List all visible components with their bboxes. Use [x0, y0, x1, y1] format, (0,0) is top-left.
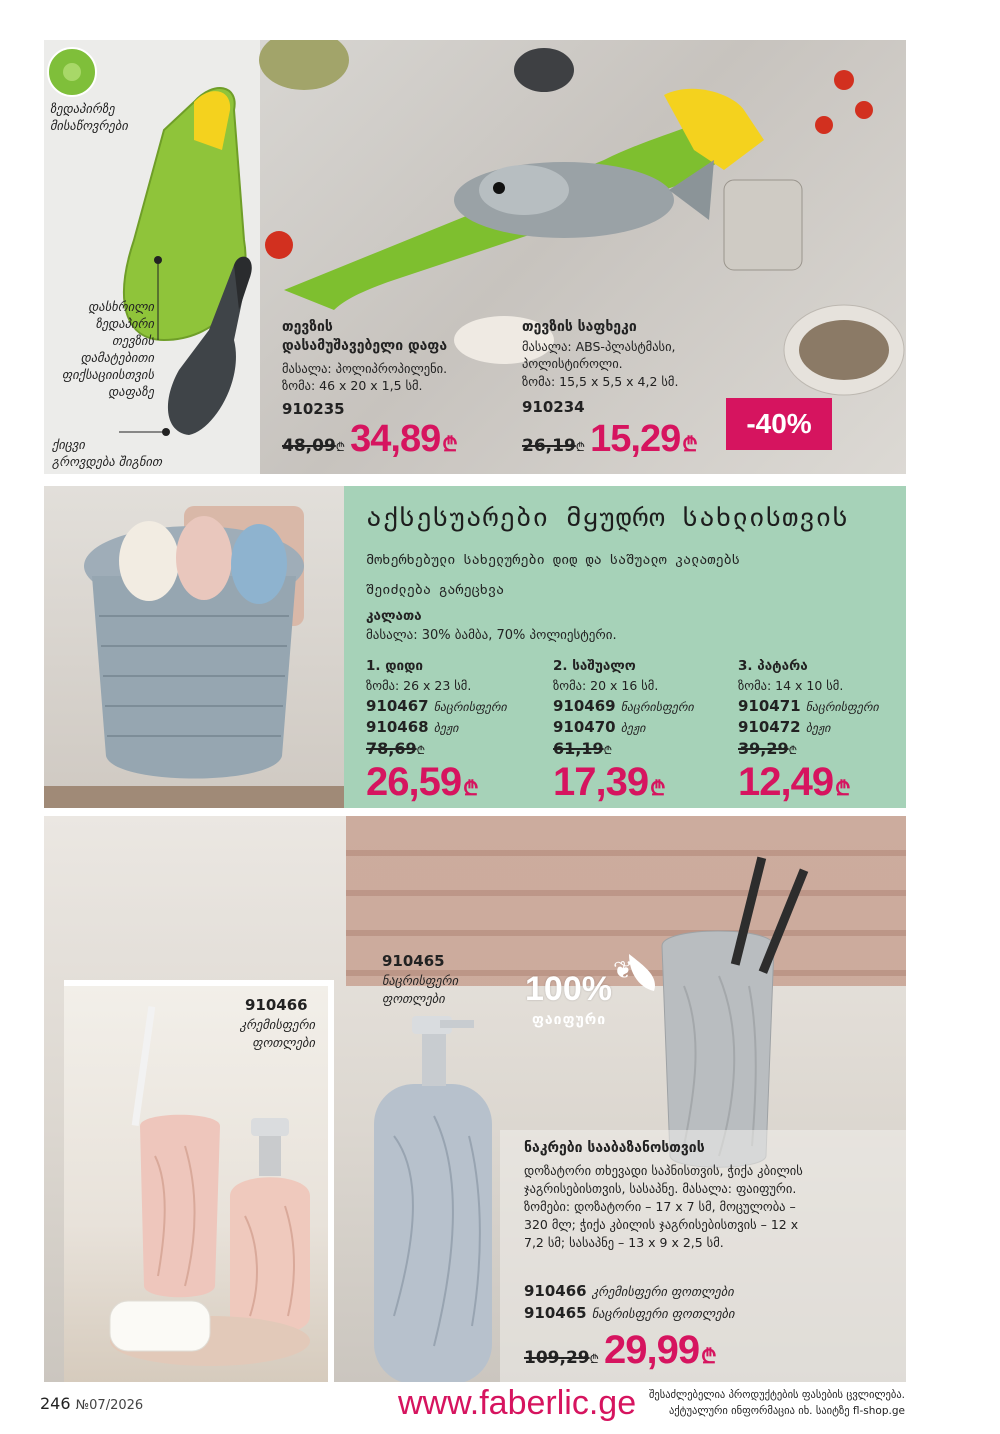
board-new-currency: ₾ [442, 434, 457, 456]
issue-number: №07/2026 [75, 1398, 144, 1413]
bath-set-variant-2 [524, 1302, 735, 1325]
basket-medium-old-currency: ₾ [603, 744, 613, 757]
bath-set-color2: ნაცრისფერი ფოთლები [591, 1306, 735, 1321]
page-number: 246 [40, 1394, 71, 1413]
footer-page-info [40, 1394, 143, 1413]
website-link[interactable]: www.faberlic.ge [398, 1384, 637, 1422]
basket-material: მასალა: 30% ბამბა, 70% პოლიესტერი. [366, 628, 617, 643]
basket-medium-name: 2. საშუალო [553, 658, 636, 674]
basket-small-code1: 910471 [738, 697, 801, 715]
basket-illustration [44, 486, 344, 808]
bath-set-code1: 910466 [524, 1282, 587, 1300]
board-old-price: 48,09 [282, 436, 336, 456]
baskets-heading: აქსესუარები მყუდრო სახლისთვის [366, 503, 849, 533]
board-material: მასალა: პოლიპროპილენი. [282, 361, 448, 376]
basket-medium-new-currency: ₾ [650, 778, 665, 800]
basket-large-color2: ბეჟი [433, 721, 459, 735]
basket-medium [553, 656, 733, 810]
porcelain-badge-text: ფაიფური [532, 1012, 607, 1028]
scaler-price [522, 418, 697, 461]
scaler-size: ზომა: 15,5 x 5,5 x 4,2 სმ. [522, 374, 679, 389]
basket-small-name: 3. პატარა [738, 658, 808, 674]
basket-medium-old-price: 61,19 [553, 739, 604, 758]
basket-medium-code1: 910469 [553, 697, 616, 715]
basket-medium-new-price: 17,39 [553, 760, 649, 804]
bath-set-price [524, 1328, 716, 1373]
cream-set-code: 910466 [245, 996, 308, 1014]
bath-set-old-currency: ₾ [589, 1352, 599, 1366]
callout-suction: ზედაპირზე მისაწოვრები [50, 101, 128, 133]
basket-large-color1: ნაცრისფერი [433, 700, 507, 714]
grey-set-code: 910465 [382, 952, 445, 970]
grey-set-label: ნაცრისფერი ფოთლები [382, 973, 459, 1006]
basket-small-code2: 910472 [738, 718, 801, 736]
basket-large-code2: 910468 [366, 718, 429, 736]
basket-small-new-currency: ₾ [835, 778, 850, 800]
bath-set-new-currency: ₾ [701, 1346, 716, 1368]
scaler-new-price: 15,29 [590, 418, 681, 460]
cream-set-label: კრემისფერი ფოთლები [239, 1017, 315, 1050]
bath-set-variant-1 [524, 1280, 734, 1303]
bath-set-code2: 910465 [524, 1304, 587, 1322]
basket-small-size: ზომა: 14 x 10 სმ. [738, 678, 844, 693]
basket-small-new-price: 12,49 [738, 760, 834, 804]
basket-medium-code2: 910470 [553, 718, 616, 736]
bath-set-color1: კრემისფერი ფოთლები [591, 1284, 734, 1299]
basket-small-old-currency: ₾ [788, 744, 798, 757]
scaler-new-currency: ₾ [682, 434, 697, 456]
scaler-old-currency: ₾ [575, 440, 586, 454]
board-code: 910235 [282, 400, 345, 418]
basket-product-name: კალათა [366, 608, 422, 624]
basket-large-size: ზომა: 26 x 23 სმ. [366, 678, 472, 693]
leaf-icon: ❦ [613, 956, 634, 984]
scaler-old-price: 26,19 [522, 436, 576, 456]
basket-medium-color2: ბეჟი [620, 721, 646, 735]
scaler-title: თევზის საფხეკი [522, 319, 637, 335]
bath-set-description: დოზატორი თხევადი საპნისთვის, ჭიქა კბილის ჯაგრისებისთვის, სასაპნე. მასალა: ფაიფური. ზომები: დოზატორი – 17 x 7 სმ, მოცულობა – 320 მლ; ჭიქა კბილის ჯაგრისებისთვის – 12 x 7,2 სმ; სასაპნე – 13 x 9 x 2,5 სმ. [524, 1163, 803, 1250]
bath-set-title: ნაკრები სააბაზანოსთვის [524, 1140, 705, 1156]
basket-small [738, 656, 903, 810]
basket-small-old-price: 39,29 [738, 739, 789, 758]
board-price [282, 418, 457, 461]
callout-textured-surface: დასხრილი ზედაპირი თევზის დამატებითი ფიქსაციისთვის დაფაზე [61, 299, 154, 399]
discount-badge: -40% [726, 398, 832, 450]
porcelain-badge-value: 100% [525, 970, 612, 1008]
basket-large-old-price: 78,69 [366, 739, 417, 758]
baskets-intro: მოხერხებული სახელურები დიდ და საშუალო კალათებს შეიძლება გარეცხვა [366, 552, 740, 598]
bath-set-old-price: 109,29 [524, 1348, 590, 1368]
board-old-currency: ₾ [335, 440, 346, 454]
basket-medium-color1: ნაცრისფერი [620, 700, 694, 714]
basket-medium-size: ზომა: 20 x 16 სმ. [553, 678, 659, 693]
board-new-price: 34,89 [350, 418, 441, 460]
basket-large-old-currency: ₾ [416, 744, 426, 757]
basket-large-new-price: 26,59 [366, 760, 462, 804]
scaler-code: 910234 [522, 398, 585, 416]
basket-small-color1: ნაცრისფერი [805, 700, 879, 714]
scaler-material: მასალა: ABS-პლასტმასი, პოლისტიროლი. [522, 339, 676, 371]
basket-large-name: 1. დიდი [366, 658, 423, 674]
board-size: ზომა: 46 x 20 x 1,5 სმ. [282, 378, 423, 393]
footer-note-2: აქტუალური ინფორმაცია იხ. საიტზე fl-shop.ge [668, 1405, 905, 1417]
basket-large-new-currency: ₾ [463, 778, 478, 800]
basket-large [366, 656, 546, 810]
callout-scales: ქიცვი გროვდება შიგნით [52, 437, 163, 469]
basket-large-code1: 910467 [366, 697, 429, 715]
bath-set-new-price: 29,99 [603, 1328, 700, 1372]
board-title: თევზის დასამუშავებელი დაფა [282, 319, 448, 354]
basket-small-color2: ბეჟი [805, 721, 831, 735]
footer-note-1: შესაძლებელია პროდუქტების ფასების ცვლილება. [648, 1389, 905, 1401]
